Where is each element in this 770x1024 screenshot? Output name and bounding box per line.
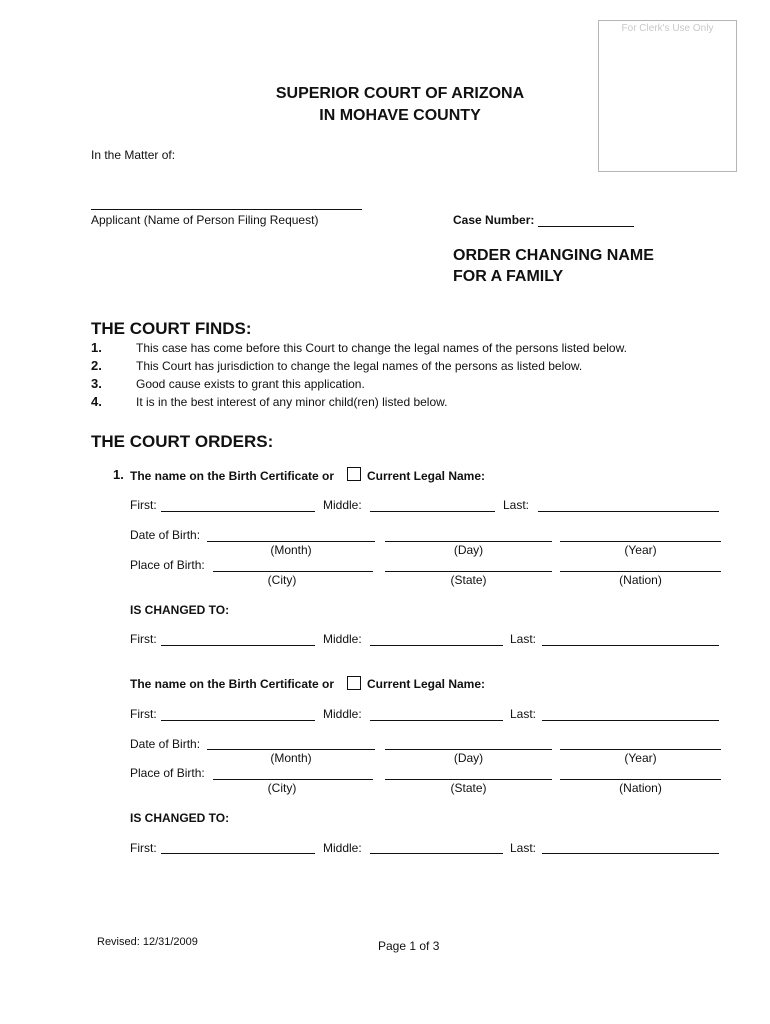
last-name-field[interactable] xyxy=(538,511,719,512)
court-finds-heading: THE COURT FINDS: xyxy=(91,319,252,338)
date-of-birth-label: Date of Birth: xyxy=(130,737,201,751)
place-of-birth-label: Place of Birth: xyxy=(130,766,205,780)
revision-date: Revised: 12/31/2009 xyxy=(97,936,198,948)
birth-day-field[interactable] xyxy=(385,541,552,542)
new-last-name-field[interactable] xyxy=(542,853,719,854)
new-first-name-label: First: xyxy=(130,632,157,646)
finding-text: This case has come before this Court to change the legal names of the persons listed below. xyxy=(136,341,627,355)
case-number-line[interactable] xyxy=(538,226,634,227)
is-changed-to-label: IS CHANGED TO: xyxy=(130,603,230,617)
middle-name-field[interactable] xyxy=(370,511,495,512)
matter-label: In the Matter of: xyxy=(91,148,176,162)
middle-name-label: Middle: xyxy=(323,707,362,721)
new-last-name-label: Last: xyxy=(510,632,537,646)
current-legal-name-checkbox[interactable] xyxy=(347,467,361,481)
nation-caption: (Nation) xyxy=(619,781,662,795)
middle-name-field[interactable] xyxy=(370,720,503,721)
first-name-label: First: xyxy=(130,498,157,512)
birth-certificate-label: The name on the Birth Certificate or xyxy=(130,677,335,691)
new-last-name-field[interactable] xyxy=(542,645,719,646)
court-orders-heading: THE COURT ORDERS: xyxy=(91,432,274,451)
last-name-label: Last: xyxy=(510,707,537,721)
new-middle-name-field[interactable] xyxy=(370,645,503,646)
new-first-name-field[interactable] xyxy=(161,853,315,854)
birth-state-field[interactable] xyxy=(385,571,552,572)
place-of-birth-label: Place of Birth: xyxy=(130,558,205,572)
birth-certificate-label: The name on the Birth Certificate or xyxy=(130,469,335,483)
middle-name-label: Middle: xyxy=(323,498,362,512)
court-county: IN MOHAVE COUNTY xyxy=(319,107,481,124)
new-middle-name-label: Middle: xyxy=(323,632,362,646)
new-first-name-field[interactable] xyxy=(161,645,315,646)
finding-number: 4. xyxy=(91,394,102,409)
current-legal-name-label: Current Legal Name: xyxy=(367,677,486,691)
finding-number: 2. xyxy=(91,358,102,373)
case-number-label: Case Number: xyxy=(453,213,535,227)
current-legal-name-label: Current Legal Name: xyxy=(367,469,486,483)
order-title-line2: FOR A FAMILY xyxy=(453,268,564,285)
date-of-birth-label: Date of Birth: xyxy=(130,528,201,542)
current-legal-name-checkbox[interactable] xyxy=(347,676,361,690)
page-number: Page 1 of 3 xyxy=(378,939,440,953)
order-title-line1: ORDER CHANGING NAME xyxy=(453,247,654,264)
birth-month-field[interactable] xyxy=(207,749,375,750)
city-caption: (City) xyxy=(267,573,297,587)
first-name-field[interactable] xyxy=(161,511,315,512)
clerk-use-label: For Clerk's Use Only xyxy=(621,23,714,34)
year-caption: (Year) xyxy=(624,543,657,557)
court-name: SUPERIOR COURT OF ARIZONA xyxy=(275,85,525,102)
order-entry-number: 1. xyxy=(113,467,124,482)
applicant-label: Applicant (Name of Person Filing Request) xyxy=(91,213,319,227)
is-changed-to-label: IS CHANGED TO: xyxy=(130,811,230,825)
birth-city-field[interactable] xyxy=(213,571,373,572)
day-caption: (Day) xyxy=(453,751,484,765)
state-caption: (State) xyxy=(450,781,487,795)
finding-text: This Court has jurisdiction to change the legal names of the persons as listed below. xyxy=(136,359,583,373)
new-middle-name-label: Middle: xyxy=(323,841,362,855)
month-caption: (Month) xyxy=(270,751,312,765)
month-caption: (Month) xyxy=(270,543,312,557)
first-name-label: First: xyxy=(130,707,157,721)
birth-year-field[interactable] xyxy=(560,749,721,750)
birth-month-field[interactable] xyxy=(207,541,375,542)
birth-nation-field[interactable] xyxy=(560,779,721,780)
day-caption: (Day) xyxy=(453,543,484,557)
new-middle-name-field[interactable] xyxy=(370,853,503,854)
nation-caption: (Nation) xyxy=(619,573,662,587)
new-first-name-label: First: xyxy=(130,841,157,855)
new-last-name-label: Last: xyxy=(510,841,537,855)
birth-day-field[interactable] xyxy=(385,749,552,750)
applicant-name-line[interactable] xyxy=(91,209,362,210)
year-caption: (Year) xyxy=(624,751,657,765)
first-name-field[interactable] xyxy=(161,720,315,721)
finding-number: 3. xyxy=(91,376,102,391)
finding-text: It is in the best interest of any minor child(ren) listed below. xyxy=(136,395,448,409)
finding-text: Good cause exists to grant this application. xyxy=(136,377,365,391)
birth-year-field[interactable] xyxy=(560,541,721,542)
birth-nation-field[interactable] xyxy=(560,571,721,572)
finding-number: 1. xyxy=(91,340,102,355)
last-name-field[interactable] xyxy=(542,720,719,721)
birth-city-field[interactable] xyxy=(213,779,373,780)
state-caption: (State) xyxy=(450,573,487,587)
last-name-label: Last: xyxy=(503,498,530,512)
birth-state-field[interactable] xyxy=(385,779,552,780)
city-caption: (City) xyxy=(267,781,297,795)
